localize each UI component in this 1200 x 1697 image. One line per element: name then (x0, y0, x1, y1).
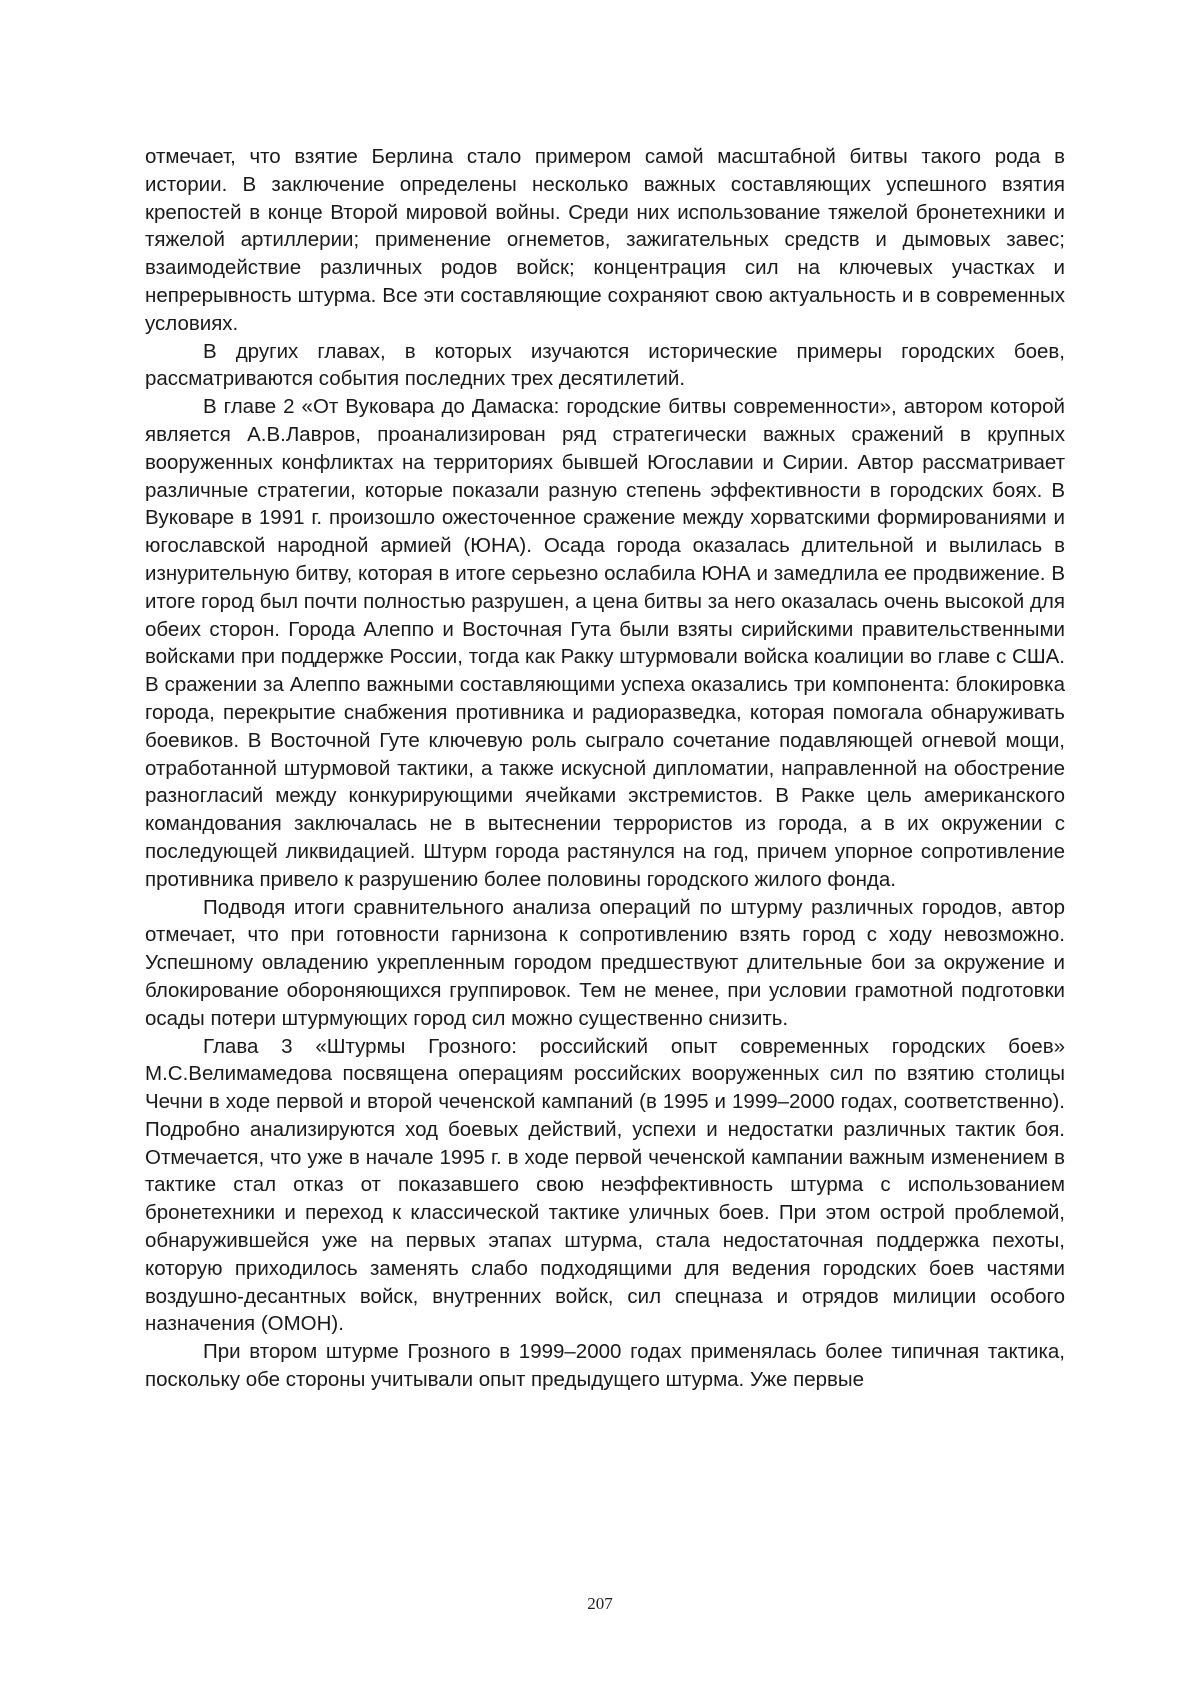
paragraph-3: В главе 2 «От Вуковара до Дамаска: городские битвы современности», автором которой является А.В.Лавров, проанализирован ряд стратегически важных сражений в крупных вооруженных конфликтах на территориях бывшей Югославии и Сирии. Автор рассматривает различные стратегии, которые показали разную степень эффективности в городских боях. В Вуковаре в 1991 г. произошло ожесточенное сражение между хорватскими формированиями и югославской народной армией (ЮНА). Осада города оказалась длительной и вылилась в изнурительную битву, которая в итоге серьезно ослабила ЮНА и замедлила ее продвижение. В итоге город был почти полностью разрушен, а цена битвы за него оказалась очень высокой для обеих сторон. Города Алеппо и Восточная Гута были взяты сирийскими правительственными войсками при поддержке России, тогда как Ракку штурмовали войска коалиции во главе с США. В сражении за Алеппо важными составляющими успеха оказались три компонента: блокировка города, перекрытие снабжения противника и радиоразведка, которая помогала обнаруживать боевиков. В Восточной Гуте ключевую роль сыграло сочетание подавляющей огневой мощи, отработанной штурмовой тактики, а также искусной дипломатии, направленной на обострение разногласий между конкурирующими ячейками экстремистов. В Ракке цель американского командования заключалась не в вытеснении террористов из города, а в их окружении с последующей ликвидацией. Штурм города растянулся на год, причем упорное сопротивление противника привело к разрушению более половины городского жилого фонда. (145, 395, 1065, 891)
paragraph-5: Глава 3 «Штурмы Грозного: российский опыт современных городских боев» М.С.Велимамедова посвящена операциям российских вооруженных сил по взятию столицы Чечни в ходе первой и второй чеченской кампаний (в 1995 и 1999–2000 годах, соответственно). Подробно анализируются ход боевых действий, успехи и недостатки различных тактик боя. Отмечается, что уже в начале 1995 г. в ходе первой чеченской кампании важным изменением в тактике стал отказ от показавшего свою неэффективность штурма с использованием бронетехники и переход к классической тактике уличных боев. При этом острой проблемой, обнаружившейся уже на первых этапах штурма, стала недостаточная поддержка пехоты, которую приходилось заменять слабо подходящими для ведения городских боев частями воздушно-десантных войск, внутренних войск, сил спецназа и отрядов милиции особого назначения (ОМОН). (145, 1034, 1065, 1336)
paragraph-6: При втором штурме Грозного в 1999–2000 годах применялась более типичная тактика, поскольку обе стороны учитывали опыт предыдущего штурма. Уже первые (145, 1340, 1065, 1392)
paragraph-2: В других главах, в которых изучаются исторические примеры городских боев, рассматриваются события последних трех десятилетий. (145, 339, 1065, 391)
body-text (145, 143, 1065, 1394)
page-number: 207 (587, 1594, 613, 1613)
paragraph-4: Подводя итоги сравнительного анализа операций по штурму различных городов, автор отмечает, что при готовности гарнизона к сопротивлению взять город с ходу невозможно. Успешному овладению укрепленным городом предшествуют длительные бои за окружение и блокирование обороняющихся группировок. Тем не менее, при условии грамотной подготовки осады потери штурмующих город сил можно существенно снизить. (145, 895, 1065, 1030)
paragraph-1: отмечает, что взятие Берлина стало примером самой масштабной битвы такого рода в истории. В заключение определены несколько важных составляющих успешного взятия крепостей в конце Второй мировой войны. Среди них использование тяжелой бронетехники и тяжелой артиллерии; применение огнеметов, зажигательных средств и дымовых завес; взаимодействие различных родов войск; концентрация сил на ключевых участках и непрерывность штурма. Все эти составляющие сохраняют свою актуальность и в современных условиях. (145, 145, 1065, 335)
